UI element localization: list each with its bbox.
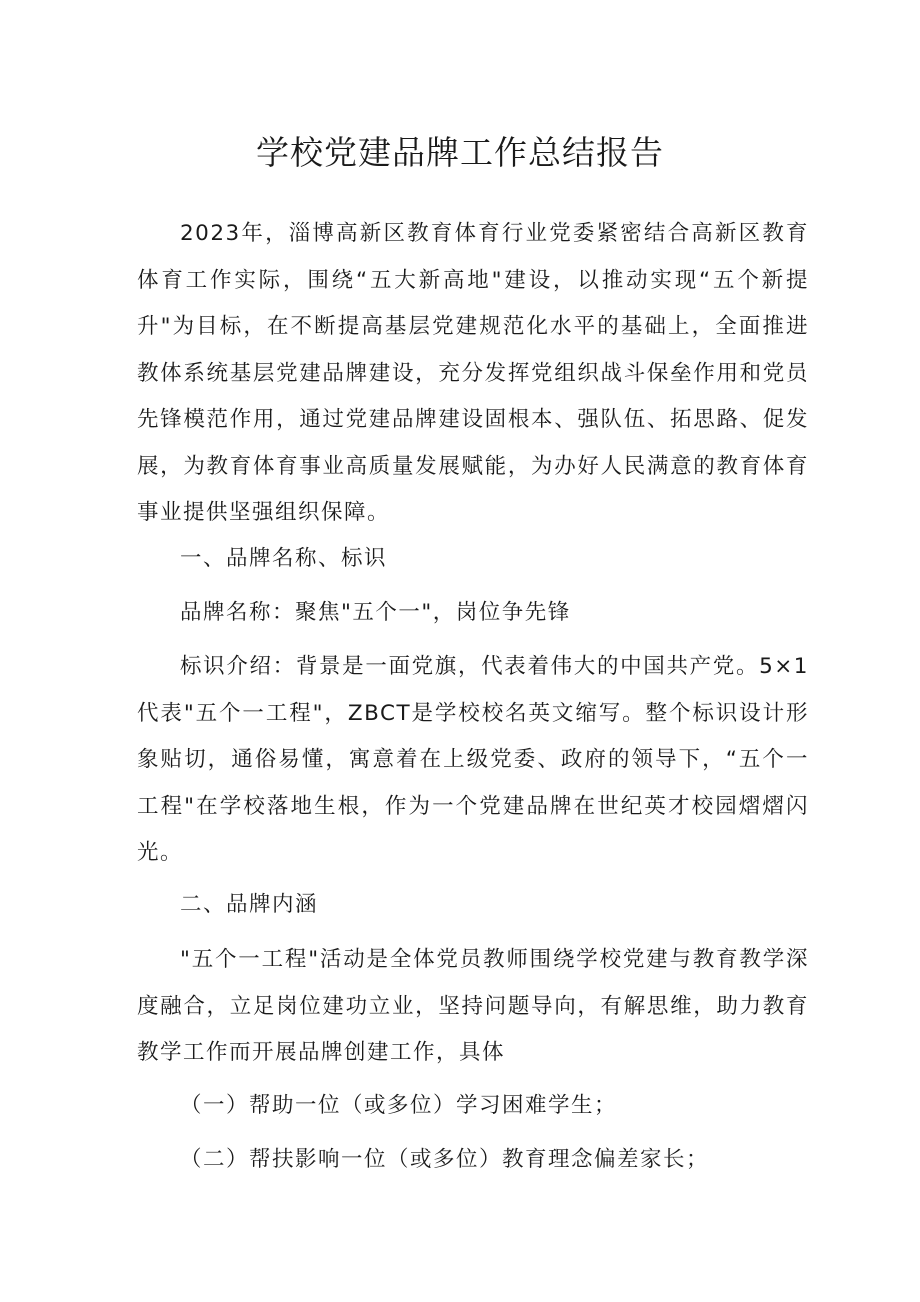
brand-connotation-paragraph: "五个一工程"活动是全体党员教师围绕学校党建与教育教学深度融合，立足岗位建功立业，坚持问题导向，有解思维，助力教育教学工作而开展品牌创建工作，具体	[137, 947, 809, 1065]
logo-intro-paragraph: 标识介绍：背景是一面党旗，代表着伟大的中国共产党。5×1代表"五个一工程"，ZBCT是学校校名英文缩写。整个标识设计形象贴切，通俗易懂，寓意着在上级党委、政府的领导下，“五个一工程"在学校落地生根，作为一个党建品牌在世纪英才校园熠熠闪光。	[137, 654, 809, 865]
section-heading-brand-connotation: 二、品牌内涵	[180, 892, 319, 917]
intro-paragraph: 2023年，淄博高新区教育体育行业党委紧密结合高新区教育体育工作实际，围绕“五大新高地"建设，以推动实现“五个新提升"为目标，在不断提高基层党建规范化水平的基础上，全面推进教体系统基层党建品牌建设，充分发挥党组织战斗保垒作用和党员先锋模范作用，通过党建品牌建设固根本、强队伍、拓思路、促发展，为教育体育事业高质量发展赋能，为办好人民满意的教育体育事业提供坚强组织保障。	[137, 221, 809, 525]
brand-name-line: 品牌名称：聚焦"五个一"，岗位争先锋	[180, 600, 571, 625]
document-title: 学校党建品牌工作总结报告	[256, 133, 664, 172]
list-item: （二）帮扶影响一位（或多位）教育理念偏差家长；	[180, 1147, 710, 1172]
list-item: （一）帮助一位（或多位）学习困难学生；	[180, 1093, 618, 1118]
section-heading-brand-name-logo: 一、品牌名称、标识	[180, 546, 388, 571]
